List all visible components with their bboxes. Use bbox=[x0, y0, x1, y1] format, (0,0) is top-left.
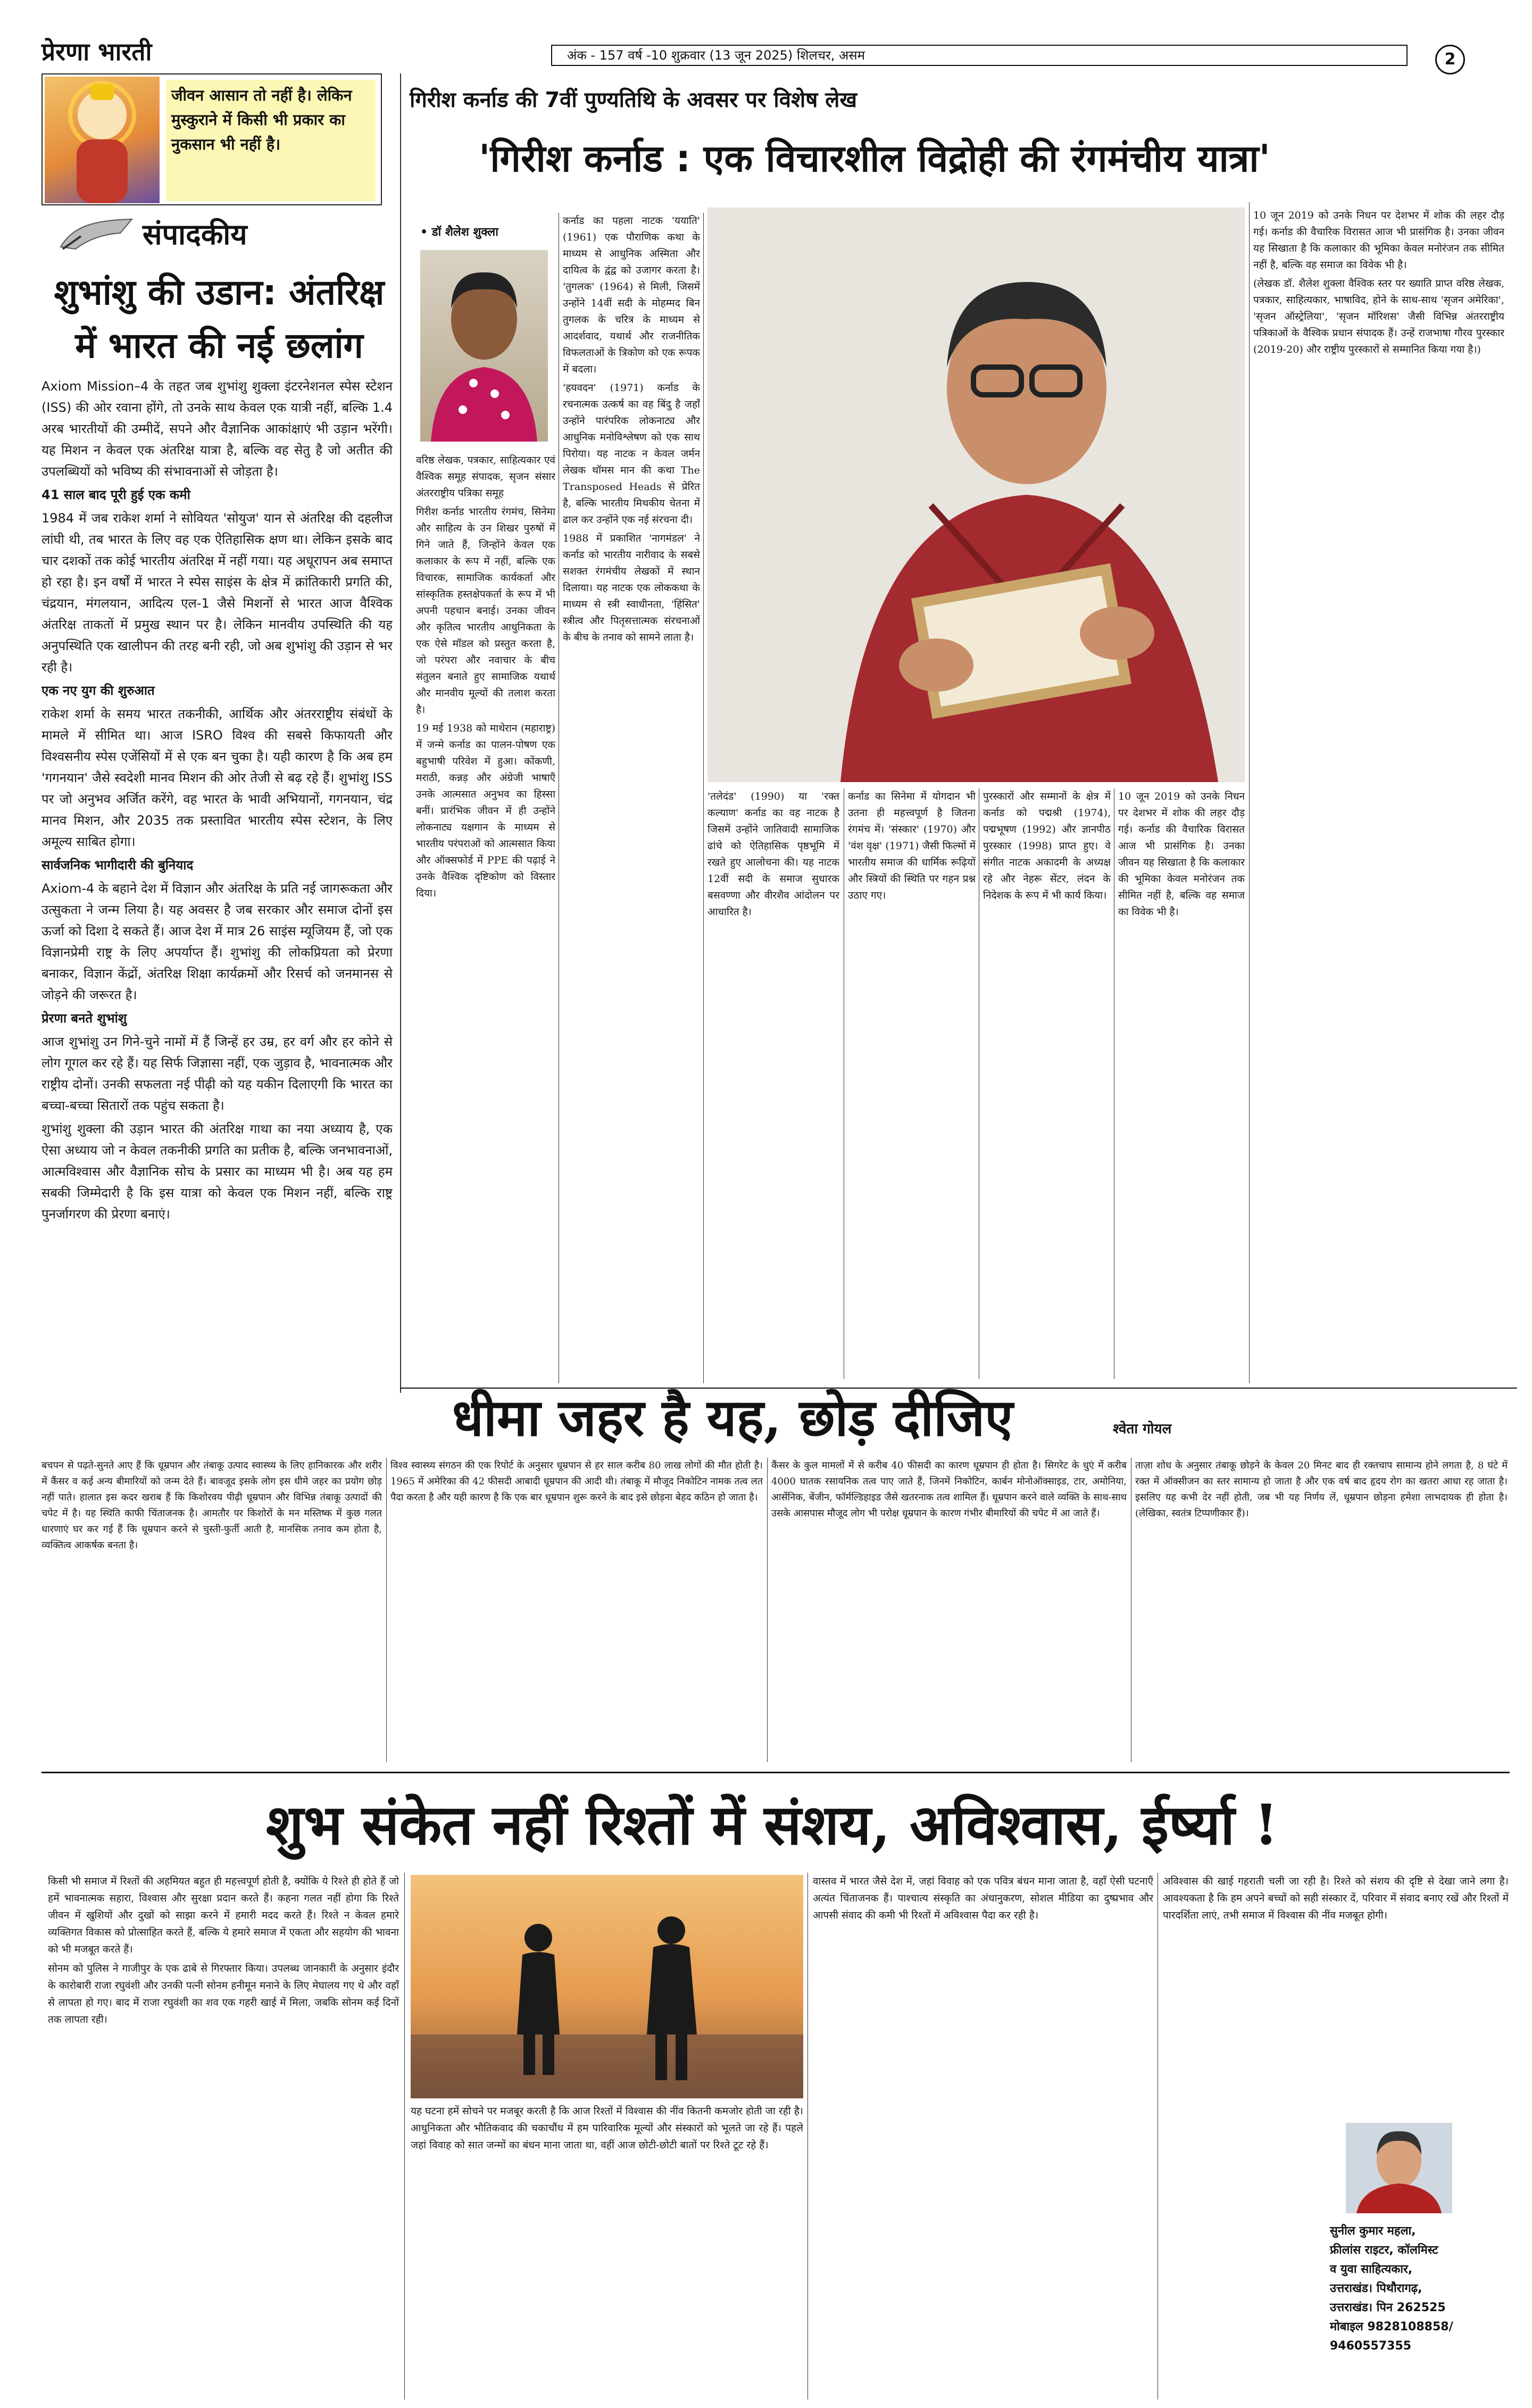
editorial-subhead: सार्वजनिक भागीदारी की बुनियाद bbox=[41, 858, 194, 873]
dateline: अंक - 157 वर्ष -10 शुक्रवार (13 जून 2025) शिलचर, असम bbox=[551, 45, 1408, 66]
feature-paragraph: 'हयवदन' (1971) कर्नाड के रचनात्मक उत्कर्ष का वह बिंदु है जहाँ उन्होंने पारंपरिक लोकनाट्य और आधुनिक मनोविश्लेषण को एक साथ पिरोया। यह नाटक न केवल जर्मन लेखक थॉमस मान की कथा The Transposed Heads से प्रेरित है, बल्कि भारतीय मिथकीय चेतना में ढाल कर उन्होंने एक नई संरचना दी। bbox=[563, 382, 700, 526]
author-address-1: उत्तराखंड। पिथौरागढ़, bbox=[1330, 2282, 1422, 2295]
feature-col-right bbox=[1253, 207, 1504, 1378]
feature-col-3 bbox=[707, 788, 839, 1379]
relationship-headline: शुभ संकेत नहीं रिश्तों में संशय, अविश्वास, ईर्ष्या ! bbox=[266, 1792, 1279, 1857]
quote-box bbox=[41, 73, 382, 205]
editorial-paragraph: 1984 में जब राकेश शर्मा ने सोवियत 'सोयुज' यान से अंतरिक्ष की दहलीज लांघी थी, तब भारत के लिए वह एक ऐतिहासिक क्षण था। लेकिन इसके बाद चार दशकों तक कोई भारतीय अंतरिक्ष में नहीं गया। यह अधूरापन अब समाप्त हो रहा है। इन वर्षों में भारत ने स्पेस साइंस के क्षेत्र में क्रांतिकारी प्रगति की, चंद्रयान, मंगलयान, आदित्य एल-1 जैसे मिशनों से भारत आज वैश्विक अंतरिक्ष ताकतों में प्रमुख स्थान पर है। लेकिन मानवीय उपस्थिति की यह अनुपस्थिति एक खालीपन की तरह बनी रही, जो अब शुभांशु की उड़ान से भर रही है। bbox=[41, 511, 393, 675]
feature-headline: 'गिरीश कर्नाड : एक विचारशील विद्रोही की रंगमंचीय यात्रा' bbox=[479, 137, 1270, 180]
author-address-2: उत्तराखंड। पिन 262525 bbox=[1330, 2301, 1446, 2314]
deity-illustration bbox=[45, 77, 160, 203]
smoking-paragraph: बचपन से पढ़ते-सुनते आए हैं कि धूम्रपान और तंबाकू उत्पाद स्वास्थ्य के लिए हानिकारक और शरीर में कैंसर व कई अन्य बीमारियों को जन्म देते हैं। बावजूद इसके लोग इस धीमे जहर का प्रयोग छोड़ नहीं पाते। हालात इस कदर खराब हैं कि किशोरवय पीढ़ी धूम्रपान और विभिन्न तंबाकू उत्पादों की चपेट में है। यह स्थिति काफी चिंताजनक है। आमतौर पर किशोरों के मन मस्तिष्क में कुछ गलत धारणाएं घर कर गई हैं कि धूम्रपान करने से चुस्ती-फुर्ती आती है, मानसिक तनाव कम होता है, व्यक्तित्व आकर्षक बनता है। bbox=[41, 1460, 382, 1551]
feature-col-6 bbox=[1118, 788, 1245, 1379]
pen-icon bbox=[57, 215, 137, 253]
smoking-col-2 bbox=[390, 1458, 763, 1762]
author-role-2: व युवा साहित्यकार, bbox=[1330, 2263, 1413, 2276]
author-bio: वरिष्ठ लेखक, पत्रकार, साहित्यकार एवं वैश्विक समूह संपादक, सृजन संसार अंतरराष्ट्रीय पत्रिका समूह bbox=[416, 454, 555, 499]
quote-text: जीवन आसान तो नहीं है। लेकिन मुस्कुराने में किसी भी प्रकार का नुकसान भी नहीं है। bbox=[166, 80, 376, 201]
editorial-paragraph: Axiom-4 के बहाने देश में विज्ञान और अंतरिक्ष के प्रति नई जागरूकता और उत्सुकता ने जन्म लिया है। यह अवसर है जब सरकार और समाज दोनों इस ऊर्जा को दिशा दे सकते हैं। आज देश में मात्र 26 साइंस म्यूजियम हैं, जो एक विज्ञानप्रेमी राष्ट्र के लिए अपर्याप्त हैं। शुभांशु की लोकप्रियता को प्रेरणा बनाकर, विज्ञान केंद्रों, अंतरिक्ष शिक्षा कार्यक्रमों और रिसर्च को जनमानस से जोड़ने की जरूरत है। bbox=[41, 881, 393, 1002]
feature-paragraph: 19 मई 1938 को माथेरान (महाराष्ट्र) में जन्मे कर्नाड का पालन-पोषण एक बहुभाषी परिवेश में हुआ। कोंकणी, मराठी, कन्नड़ और अंग्रेजी भाषाएँ उनके आत्मसात अनुभव का हिस्सा बनीं। प्रारंभिक जीवन में ही उन्होंने लोकनाट्य यक्षगान के माध्यम से भारतीय परंपराओं को आत्मसात किया और ऑक्सफोर्ड में PPE की पढ़ाई ने उनके वैश्विक दृष्टिकोण को विस्तार दिया। bbox=[416, 723, 555, 899]
feature-paragraph: गिरीश कर्नाड भारतीय रंगमंच, सिनेमा और साहित्य के उन शिखर पुरुषों में गिने जाते हैं, जिन्होंने केवल एक कलाकार के रूप में नहीं, बल्कि एक विचारक, सामाजिक कार्यकर्ता और सांस्कृतिक हस्तक्षेपकर्ता के रूप में भी अपनी पहचान बनाई। उनका जीवन और कृतित्व भारतीय आधुनिकता के एक ऐसे मॉडल को प्रस्तुत करता है, जो परंपरा और नवाचार के बीच संतुलन बनाते हुए सामाजिक यथार्थ और मानवीय मूल्यों की तलाश करता है। bbox=[416, 506, 555, 716]
relationship-col-2 bbox=[411, 2103, 803, 2399]
smoking-col-4 bbox=[1135, 1458, 1508, 1762]
editorial-paragraph: शुभांशु शुक्ला की उड़ान भारत की अंतरिक्ष गाथा का नया अध्याय है, एक ऐसा अध्याय जो न केवल तकनीकी प्रगति का प्रतीक है, बल्कि जनभावनाओं, आत्मविश्वास और वैज्ञानिक सोच के प्रसार का माध्यम भी है। अब यह हम सबकी जिम्मेदारी है कि इस यात्रा को केवल एक मिशन नहीं, बल्कि राष्ट्र पुनर्जागरण की प्रेरणा बनाएं। bbox=[41, 1122, 393, 1222]
editorial-headline: शुभांशु की उडान: अंतरिक्ष में भारत की नई छलांग bbox=[54, 272, 385, 366]
author-portrait bbox=[1346, 2123, 1452, 2213]
editorial-subhead: प्रेरणा बनते शुभांशु bbox=[41, 1011, 127, 1026]
feature-col-4 bbox=[848, 788, 976, 1379]
feature-paragraph: 'तलेदंड' (1990) या 'रक्त कल्याण' कर्नाड का वह नाटक है जिसमें उन्होंने जातिवादी सामाजिक ढांचे को ऐतिहासिक पृष्ठभूमि में रखते हुए आलोचना की। यह नाटक 12वीं सदी के समाज सुधारक बसवण्णा और वीरशैव आंदोलन पर आधारित है। bbox=[707, 791, 839, 918]
smoking-paragraph: कैंसर के कुल मामलों में से करीब 40 फीसदी का कारण धूम्रपान ही होता है। सिगरेट के धुएं में करीब 4000 घातक रसायनिक तत्व पाए जाते हैं, जिनमें निकोटिन, कार्बन मोनोऑक्साइड, टार, अमोनिया, आर्सेनिक, बेंजीन, फॉर्मल्डिहाइड जैसे खतरनाक तत्व शामिल हैं। धूम्रपान करने वाले व्यक्ति के साथ-साथ उसके आसपास मौजूद लोग भी परोक्ष धूम्रपान के कारण गंभीर बीमारियों की चपेट में आ जाते हैं। bbox=[771, 1460, 1127, 1519]
feature-col-1 bbox=[416, 452, 555, 1379]
feature-col-5 bbox=[983, 788, 1111, 1379]
feature-kicker: गिरीश कर्नाड की 7वीं पुण्यतिथि के अवसर पर विशेष लेख bbox=[410, 88, 857, 112]
couple-silhouette-photo bbox=[411, 1875, 803, 2098]
author-mobile-2: 9460557355 bbox=[1330, 2339, 1412, 2353]
editorial-subhead: एक नए युग की शुरुआत bbox=[41, 683, 155, 698]
relationship-col-1 bbox=[48, 1873, 399, 2399]
relationship-paragraph: अविश्वास की खाई गहराती चली जा रही है। रिश्ते को संशय की दृष्टि से देखा जाने लगा है। आवश्यकता है कि हम अपने बच्चों को सही संस्कार दें, परिवार में संवाद बनाए रखें और रिश्तों में पारदर्शिता लाएं, तभी समाज में विश्वास की नींव मजबूत होगी। bbox=[1163, 1875, 1509, 1921]
column-divider bbox=[1249, 202, 1250, 1383]
section-label: संपादकीय bbox=[143, 218, 247, 251]
smoking-byline: श्वेता गोयल bbox=[1113, 1421, 1172, 1437]
feature-byline: • डॉ शैलेश शुक्ला bbox=[420, 226, 498, 239]
relationship-paragraph: सोनम को पुलिस ने गाजीपुर के एक ढाबे से गिरफ्तार किया। उपलब्ध जानकारी के अनुसार इंदौर के कारोबारी राजा रघुवंशी और उनकी पत्नी सोनम हनीमून मनाने के लिए मेघालय गए थे और वहाँ से लापता हो गए। बाद में राजा रघुवंशी का शव एक गहरी खाई में मिला, जबकि सोनम कई दिनों तक लापता रही। bbox=[48, 1963, 399, 2025]
editorial-label bbox=[57, 213, 355, 258]
author-photo bbox=[420, 250, 548, 442]
smoking-paragraph: ताज़ा शोध के अनुसार तंबाकू छोड़ने के केवल 20 मिनट बाद ही रक्तचाप सामान्य होने लगता है, 8 घंटे में रक्त में ऑक्सीजन का स्तर सामान्य हो जाता है और एक वर्ष बाद हृदय रोग का खतरा आधा रह जाता है। इसलिए यह कभी देर नहीं होती, जब भी यह निर्णय लें, धूम्रपान छोड़ना हमेशा लाभदायक ही होता है। (लेखिका, स्वतंत्र टिप्पणीकार हैं)। bbox=[1135, 1460, 1508, 1519]
column-divider bbox=[404, 1873, 405, 2399]
editorial-body bbox=[41, 376, 393, 1392]
editorial-paragraph: आज शुभांशु उन गिने-चुने नामों में हैं जिन्हें हर उम्र, हर वर्ग और हर कोने से लोग गूगल कर रहे हैं। यह सिर्फ जिज्ञासा नहीं, एक जुड़ाव है, भावनात्मक और राष्ट्रीय दोनों। उनकी सफलता नई पीढ़ी को यह यकीन दिलाएगी कि भारत का बच्चा-बच्चा सितारों तक पहुंच सकता है। bbox=[41, 1034, 393, 1113]
feature-col-2 bbox=[563, 213, 700, 1379]
feature-paragraph: कर्नाड का पहला नाटक 'ययाति' (1961) एक पौराणिक कथा के माध्यम से आधुनिक अस्मिता और दायित्व के द्वंद्व को उजागर करता है। 'तुगलक' (1964) से मिली, जिसमें उन्होंने 14वीं सदी के मोहम्मद बिन तुगलक के चरित्र के माध्यम से आदर्शवाद, यथार्थ और राजनीतिक विफलताओं के त्रिकोण को एक रूपक में बदला। bbox=[563, 215, 700, 375]
section-divider bbox=[41, 1772, 1510, 1773]
relationship-paragraph: किसी भी समाज में रिश्तों की अहमियत बहुत ही महत्त्वपूर्ण होती है, क्योंकि ये रिश्ते ही होते हैं जो हमें भावनात्मक सहारा, विश्वास और सुरक्षा प्रदान करते हैं। कहना गलत नहीं होगा कि रिश्ते जीवन में खुशियों और दुखों को साझा करने में हमारी मदद करते हैं। रिश्ते न केवल हमारे व्यक्तिगत विकास को प्रोत्साहित करते हैं, बल्कि ये हमारे समाज में एकता और सहयोग की भावना को भी मजबूत करते हैं। bbox=[48, 1875, 399, 1955]
paper-name: प्रेरणा भारती bbox=[41, 37, 152, 66]
relationship-paragraph: वास्तव में भारत जैसे देश में, जहां विवाह को एक पवित्र बंधन माना जाता है, वहाँ ऐसी घटनाएँ अत्यंत चिंताजनक हैं। पाश्चात्य संस्कृति का अंधानुकरण, सोशल मीडिया का दुष्प्रभाव और आपसी संवाद की कमी भी रिश्तों में अविश्वास पैदा कर रही है। bbox=[813, 1875, 1153, 1921]
smoking-paragraph: विश्व स्वास्थ्य संगठन की एक रिपोर्ट के अनुसार धूम्रपान से हर साल करीब 80 लाख लोगों की मौत होती है। 1965 में अमेरिका की 42 फीसदी आबादी धूम्रपान की आदी थी। तंबाकू में मौजूद निकोटिन नामक तत्व लत पैदा करता है और यही कारण है कि एक बार धूम्रपान शुरू करने के बाद इसे छोड़ना बेहद कठिन हो जाता है। bbox=[390, 1460, 763, 1503]
page-number: 2 bbox=[1435, 45, 1465, 74]
author-note: (लेखक डॉ. शैलेश शुक्ला वैश्विक स्तर पर ख्याति प्राप्त वरिष्ठ लेखक, पत्रकार, साहित्यकार, भाषाविद, होने के साथ-साथ 'सृजन अमेरिका', 'सृजन ऑस्ट्रेलिया', 'सृजन मॉरिशस' जैसी विभिन्न अंतरराष्ट्रीय पत्रिकाओं के वैश्विक प्रधान संपादक हैं। उन्हें राजभाषा गौरव पुरस्कार (2019-20) और राष्ट्रीय पुरस्कारों से सम्मानित किया गया है।) bbox=[1253, 278, 1504, 355]
karnad-photo bbox=[707, 207, 1245, 782]
feature-paragraph: पुरस्कारों और सम्मानों के क्षेत्र में कर्नाड को पद्मश्री (1974), पद्मभूषण (1992) और ज्ञानपीठ पुरस्कार (1998) प्राप्त हुए। वे संगीत नाटक अकादमी के अध्यक्ष रहे और नेहरू सेंटर, लंदन के निदेशक के रूप में भी कार्य किया। bbox=[983, 791, 1111, 901]
feature-paragraph: 10 जून 2019 को उनके निधन पर देशभर में शोक की लहर दौड़ गई। कर्नाड की वैचारिक विरासत आज भी प्रासंगिक है। उनका जीवन यह सिखाता है कि कलाकार की भूमिका केवल मनोरंजन तक सीमित नहीं है, बल्कि वह समाज का विवेक भी है। bbox=[1253, 210, 1504, 271]
smoking-col-1 bbox=[41, 1458, 382, 1762]
feature-paragraph: कर्नाड का सिनेमा में योगदान भी उतना ही महत्त्वपूर्ण है जितना रंगमंच में। 'संस्कार' (1970) और 'वंश वृक्ष' (1971) जैसी फिल्मों में भारतीय समाज की धार्मिक रूढ़ियों और स्त्रियों की स्थिति पर गहन प्रश्न उठाए गए। bbox=[848, 791, 976, 901]
column-divider bbox=[400, 73, 401, 1393]
author-role-1: फ्रीलांस राइटर, कॉलमिस्ट bbox=[1330, 2244, 1438, 2257]
column-divider bbox=[386, 1458, 387, 1762]
author-mobile-1: मोबाइल 9828108858/ bbox=[1330, 2320, 1453, 2334]
smoking-headline: धीमा जहर है यह, छोड़ दीजिए bbox=[452, 1388, 1013, 1448]
smoking-col-3 bbox=[771, 1458, 1127, 1762]
column-divider bbox=[767, 1458, 768, 1762]
editorial-paragraph: राकेश शर्मा के समय भारत तकनीकी, आर्थिक और अंतरराष्ट्रीय संबंधों के मामले में सीमित था। आज ISRO विश्व की सबसे किफायती और विश्वसनीय स्पेस एजेंसियों में से एक बन चुका है। यही कारण है कि अब हम 'गगनयान' जैसे स्वदेशी मानव मिशन की ओर तेजी से बढ़ रहे हैं। शुभांशु ISS पर जो अनुभव अर्जित करेंगे, वह भारत के भावी अभियानों, गगनयान, चंद्र मानव मिशन, और 2035 तक प्रस्तावित भारतीय स्पेस स्टेशन, के लिए अमूल्य साबित होगा। bbox=[41, 707, 393, 849]
relationship-col-3 bbox=[813, 1873, 1153, 2399]
relationship-paragraph: यह घटना हमें सोचने पर मजबूर करती है कि आज रिश्तों में विश्वास की नींव कितनी कमजोर होती जा रही है। आधुनिकता और भौतिकवाद की चकाचौंध में हम पारिवारिक मूल्यों और संस्कारों को भूलते जा रहे हैं। पहले जहां विवाह को सात जन्मों का बंधन माना जाता था, वहीं आज छोटी-छोटी बातों पर रिश्ते टूट रहे हैं। bbox=[411, 2105, 803, 2151]
column-divider bbox=[703, 213, 704, 1383]
editorial-paragraph: Axiom Mission–4 के तहत जब शुभांशु शुक्ला इंटरनेशनल स्पेस स्टेशन (ISS) की ओर रवाना होंगे, तो उनके साथ केवल एक यात्री नहीं, बल्कि 1.4 अरब भारतीयों की उम्मीदें, सपने और वैज्ञानिक आकांक्षाएं भी उड़ान भरेंगी। यह मिशन न केवल एक अंतरिक्ष यात्रा है, बल्कि वह सेतु है जो अतीत की उपलब्धियों को भविष्य की संभावनाओं से जोड़ता है। bbox=[41, 379, 393, 479]
editorial-subhead: 41 साल बाद पूरी हुई एक कमी bbox=[41, 487, 190, 502]
masthead bbox=[0, 0, 1532, 69]
author-name: सुनील कुमार महला, bbox=[1330, 2224, 1416, 2238]
feature-paragraph: 1988 में प्रकाशित 'नागमंडल' ने कर्नाड को भारतीय नारीवाद के सबसे सशक्त रंगमंचीय लेखकों में स्थान दिलाया। यह नाटक एक लोककथा के माध्यम से स्त्री स्वाधीनता, 'हिंसित' स्त्रीत्व और पितृसत्तात्मक संरचनाओं के बीच के तनाव को सामने लाता है। bbox=[563, 533, 700, 643]
feature-paragraph: 10 जून 2019 को उनके निधन पर देशभर में शोक की लहर दौड़ गई। कर्नाड की वैचारिक विरासत आज भी प्रासंगिक है। उनका जीवन यह सिखाता है कि कलाकार की भूमिका केवल मनोरंजन तक सीमित नहीं है, बल्कि वह समाज का विवेक भी है। bbox=[1118, 791, 1245, 918]
column-divider bbox=[807, 1873, 808, 2399]
author-box bbox=[1330, 2123, 1509, 2399]
relationship-col-4 bbox=[1163, 1873, 1509, 2123]
